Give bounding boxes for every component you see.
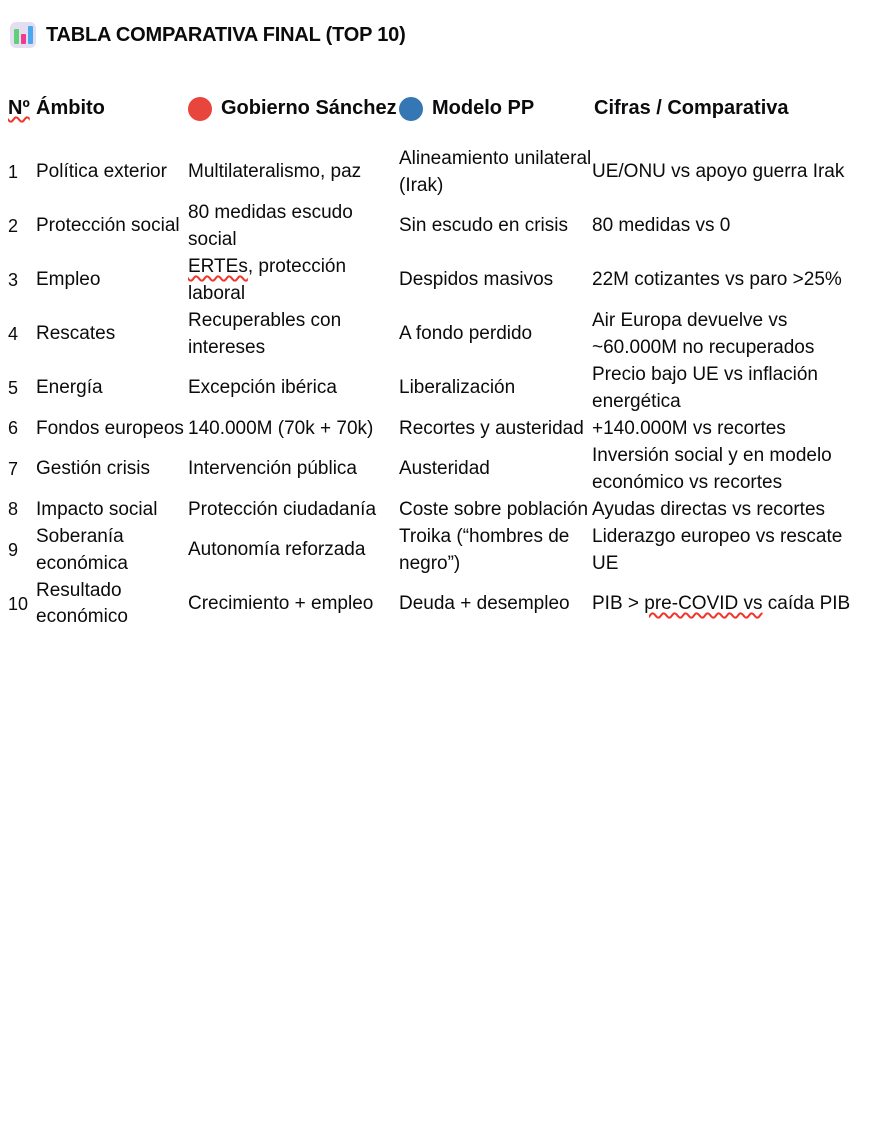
table-row [0, 443, 872, 497]
cell-numero: 1 [8, 162, 19, 183]
cell-gobierno-sanchez: Crecimiento + empleo [188, 592, 374, 614]
cell-modelo-pp: Sin escudo en crisis [399, 215, 568, 237]
cell-cifras: +140.000M vs recortes [592, 417, 786, 439]
table-header-row [0, 70, 872, 146]
cell-ambito: Empleo [36, 269, 101, 291]
cell-gobierno-sanchez: Intervención pública [188, 458, 357, 480]
column-header-modelo-pp-label: Modelo PP [432, 96, 535, 119]
cell-modelo-pp: Despidos masivos [399, 269, 554, 291]
table-row [0, 497, 872, 524]
cell-ambito: Impacto social [36, 498, 158, 520]
cell-cifras: UE/ONU vs apoyo guerra Irak [592, 161, 845, 183]
cell-gobierno-sanchez: Autonomía reforzada [188, 539, 366, 561]
cell-numero: 2 [8, 216, 19, 237]
cell-cifras: Liderazgo europeo vs rescate UE [592, 525, 843, 574]
cell-modelo-pp: Troika (“hombres de negro”) [399, 525, 570, 574]
column-header-cifras: Cifras / Comparativa [594, 96, 789, 119]
column-header-gobierno-sanchez-label: Gobierno Sánchez [221, 96, 397, 119]
cell-ambito: Gestión crisis [36, 458, 151, 480]
cell-gobierno-sanchez: ERTEs, protección laboral [188, 255, 347, 304]
table-row [0, 200, 872, 254]
cell-numero: 9 [8, 539, 19, 560]
column-header-ambito: Ámbito [36, 96, 105, 119]
cell-numero: 10 [8, 593, 29, 614]
cell-numero: 3 [8, 270, 19, 291]
cell-cifras: Air Europa devuelve vs ~60.000M no recuperados [592, 309, 815, 358]
cell-modelo-pp: Recortes y austeridad [399, 417, 584, 439]
cell-cifras: Ayudas directas vs recortes [592, 498, 826, 520]
cell-ambito: Soberanía económica [36, 525, 128, 574]
cell-modelo-pp: Coste sobre población [399, 498, 589, 520]
table-row [0, 416, 872, 443]
table-row [0, 308, 872, 362]
cell-numero: 7 [8, 458, 19, 479]
cell-numero: 8 [8, 499, 19, 520]
cell-numero: 5 [8, 377, 19, 398]
bar-chart-icon [10, 22, 36, 48]
cell-gobierno-sanchez: 80 medidas escudo social [188, 201, 353, 250]
table-row [0, 254, 872, 308]
cifras-prefix: PIB > [592, 592, 645, 614]
cell-cifras: 80 medidas vs 0 [592, 215, 731, 237]
cell-ambito: Resultado económico [36, 579, 128, 628]
cell-modelo-pp: Alineamiento unilateral (Irak) [399, 148, 592, 196]
cell-ambito: Energía [36, 377, 103, 399]
cell-cifras: 22M cotizantes vs paro >25% [592, 269, 842, 291]
misspelled-word: ERTEs [188, 255, 248, 277]
table-row [0, 524, 872, 578]
table-header [0, 70, 872, 146]
column-header-numero [0, 70, 36, 146]
page-title [0, 12, 872, 52]
cell-numero: 4 [8, 324, 19, 344]
table-body [0, 146, 872, 631]
table-row [0, 578, 872, 632]
cell-cifras [592, 578, 872, 632]
cifras-suffix: caída PIB [762, 592, 851, 614]
cell-cifras: Inversión social y en modelo económico vs recortes [592, 444, 832, 493]
blue-circle-icon [399, 97, 423, 121]
cell-modelo-pp: Liberalización [399, 377, 516, 399]
cell-gobierno-sanchez: Multilateralismo, paz [188, 161, 362, 183]
page-title-text: TABLA COMPARATIVA FINAL (TOP 10) [46, 24, 406, 46]
cell-ambito: Fondos europeos [36, 417, 184, 439]
cell-modelo-pp: Deuda + desempleo [399, 592, 570, 614]
column-header-numero-label: Nº [8, 96, 30, 119]
misspelled-word: pre-COVID vs [644, 592, 763, 614]
cell-gobierno-sanchez: Protección ciudadanía [188, 498, 377, 520]
cell-modelo-pp: Austeridad [399, 458, 490, 480]
cell-cifras: Precio bajo UE vs inflación energética [592, 363, 818, 412]
cell-gobierno-sanchez: Recuperables con intereses [188, 309, 342, 358]
cell-gobierno-sanchez: 140.000M (70k + 70k) [188, 417, 374, 439]
cell-ambito: Protección social [36, 215, 180, 237]
column-header-gobierno-sanchez [188, 70, 399, 146]
comparison-table [0, 70, 872, 631]
cell-modelo-pp: A fondo perdido [399, 323, 533, 345]
table-row [0, 146, 872, 200]
red-circle-icon [188, 97, 212, 121]
cell-ambito: Rescates [36, 323, 116, 345]
cell-ambito: Política exterior [36, 161, 167, 183]
table-row [0, 362, 872, 416]
cell-gobierno-sanchez: Excepción ibérica [188, 377, 337, 399]
cell-numero: 6 [8, 418, 19, 439]
column-header-modelo-pp [399, 70, 592, 146]
